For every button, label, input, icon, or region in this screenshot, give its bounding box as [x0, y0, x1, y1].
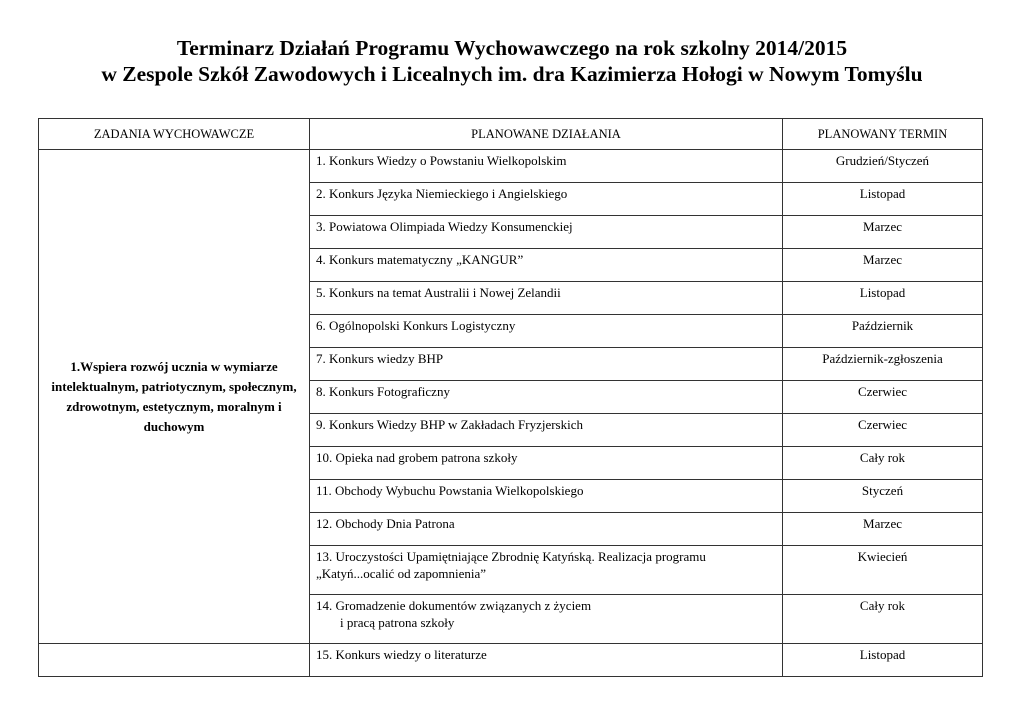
- schedule-table: [38, 118, 983, 677]
- action-cell: 8. Konkurs Fotograficzny: [310, 381, 783, 414]
- action-cell: [310, 546, 783, 595]
- term-cell: Październik-zgłoszenia: [783, 348, 983, 381]
- term-cell: Cały rok: [783, 595, 983, 644]
- action-cell: [310, 595, 783, 644]
- empty-task-cell: [39, 644, 310, 677]
- column-header-term: PLANOWANY TERMIN: [783, 119, 983, 150]
- term-cell: Marzec: [783, 249, 983, 282]
- action-text-line-2: „Katyń...ocalić od zapomnienia”: [316, 566, 487, 581]
- term-cell: Listopad: [783, 644, 983, 677]
- term-cell: Kwiecień: [783, 546, 983, 595]
- action-cell: 7. Konkurs wiedzy BHP: [310, 348, 783, 381]
- term-cell: Grudzień/Styczeń: [783, 150, 983, 183]
- task-cell: [39, 150, 310, 644]
- term-cell: Czerwiec: [783, 414, 983, 447]
- action-cell: 1. Konkurs Wiedzy o Powstaniu Wielkopolskim: [310, 150, 783, 183]
- action-text-line-1: 13. Uroczystości Upamiętniające Zbrodnię Katyńską. Realizacja programu: [316, 549, 706, 564]
- table-row: [39, 150, 983, 183]
- term-cell: Październik: [783, 315, 983, 348]
- action-text-line-1: 14. Gromadzenie dokumentów związanych z życiem: [316, 598, 592, 613]
- term-cell: Marzec: [783, 216, 983, 249]
- document-title-line-2: w Zespole Szkół Zawodowych i Licealnych im. dra Kazimierza Hołogi w Nowym Tomyślu: [101, 62, 923, 86]
- term-cell: Cały rok: [783, 447, 983, 480]
- action-cell: 6. Ogólnopolski Konkurs Logistyczny: [310, 315, 783, 348]
- column-header-actions: PLANOWANE DZIAŁANIA: [310, 119, 783, 150]
- table-row: [39, 644, 983, 677]
- task-text: 1.Wspiera rozwój ucznia w wymiarze intelektualnym, patriotycznym, społecznym, zdrowotnym, estetycznym, moralnym i duchowym: [51, 358, 297, 434]
- term-cell: Czerwiec: [783, 381, 983, 414]
- action-cell: 10. Opieka nad grobem patrona szkoły: [310, 447, 783, 480]
- action-cell: 4. Konkurs matematyczny „KANGUR”: [310, 249, 783, 282]
- action-cell: 5. Konkurs na temat Australii i Nowej Zelandii: [310, 282, 783, 315]
- action-cell: 15. Konkurs wiedzy o literaturze: [310, 644, 783, 677]
- action-text-line-2: i pracą patrona szkoły: [340, 615, 455, 630]
- document-title-line-1: Terminarz Działań Programu Wychowawczego na rok szkolny 2014/2015: [176, 36, 848, 60]
- action-cell: 3. Powiatowa Olimpiada Wiedzy Konsumenckiej: [310, 216, 783, 249]
- action-cell: 9. Konkurs Wiedzy BHP w Zakładach Fryzjerskich: [310, 414, 783, 447]
- term-cell: Listopad: [783, 183, 983, 216]
- term-cell: Styczeń: [783, 480, 983, 513]
- column-header-tasks: ZADANIA WYCHOWAWCZE: [39, 119, 310, 150]
- action-cell: 11. Obchody Wybuchu Powstania Wielkopolskiego: [310, 480, 783, 513]
- table-header-row: [39, 119, 983, 150]
- term-cell: Listopad: [783, 282, 983, 315]
- term-cell: Marzec: [783, 513, 983, 546]
- action-cell: 12. Obchody Dnia Patrona: [310, 513, 783, 546]
- action-cell: 2. Konkurs Języka Niemieckiego i Angielskiego: [310, 183, 783, 216]
